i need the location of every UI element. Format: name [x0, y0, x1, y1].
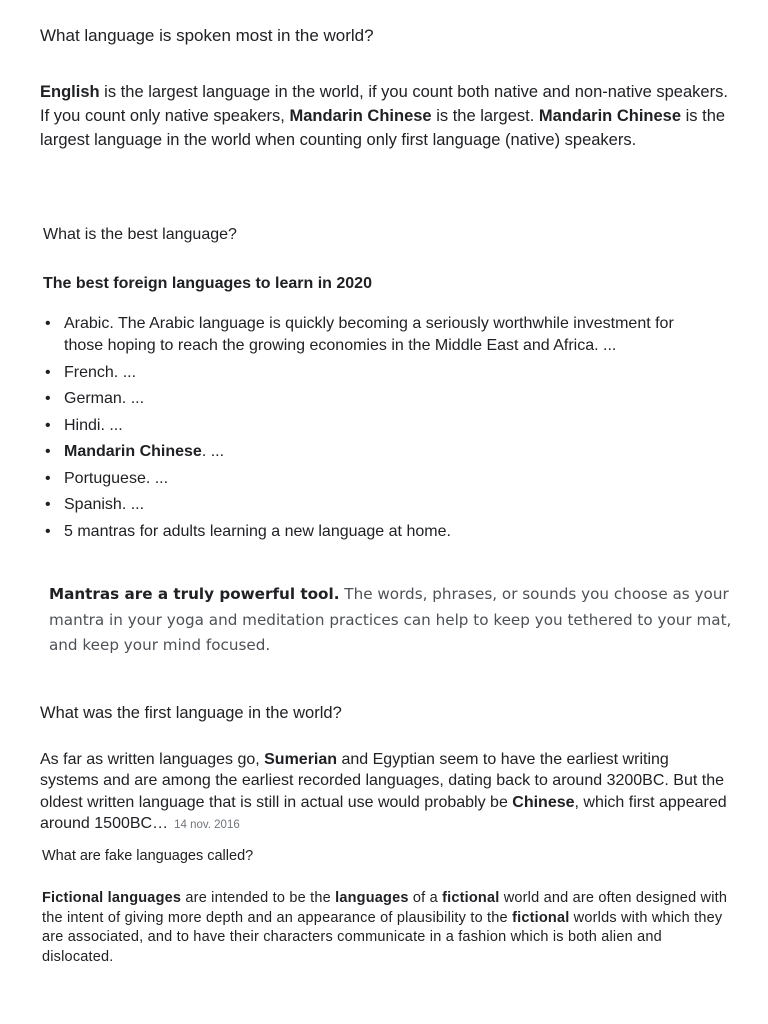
list-item: • Hindi. ...	[44, 415, 684, 437]
bold-mandarin: Mandarin Chinese	[64, 443, 202, 460]
bold-fictional-languages: Fictional languages	[42, 890, 182, 906]
mantra-text: The words, phrases, or sounds you choose as your mantra in your yoga and meditation practices can help to keep you tethered to your mat, and keep your mind focused.	[49, 585, 732, 654]
list-item: • German. ...	[44, 388, 684, 410]
list-item	[44, 441, 684, 463]
list-item-text: . ...	[201, 443, 225, 460]
bold-languages: languages	[335, 890, 409, 906]
answer-text: worlds with which they are associated, and to have their characters communicate in a fashion which is both alien and dislocated.	[42, 909, 723, 966]
mantra-paragraph	[49, 582, 739, 659]
mantra-bold: Mantras are a truly powerful tool.	[49, 585, 340, 603]
date-label: 14 nov. 2016	[174, 818, 240, 831]
answer-text: is the largest language in the world, if you count both native and non-native speakers. If you count only native speakers,	[40, 83, 728, 125]
list-item: • Arabic. The Arabic language is quickly becoming a seriously worthwhile investment for those hoping to reach the growing economies in the Middle East and Africa. ...	[44, 313, 684, 357]
bold-fictional: fictional	[442, 890, 500, 906]
list-item: • Spanish. ...	[44, 494, 684, 516]
question-best-language: What is the best language?	[43, 226, 237, 243]
answer-text: world and are often designed with the intent of giving more depth and an appearance of plausibility to the	[42, 890, 728, 926]
bold-mandarin: Mandarin Chinese	[289, 107, 432, 125]
list-item: • French. ...	[44, 362, 684, 384]
list-item: • 5 mantras for adults learning a new language at home.	[44, 521, 684, 543]
bold-english: English	[40, 83, 100, 101]
languages-list	[44, 313, 684, 547]
list-item: • Portuguese. ...	[44, 468, 684, 490]
question-most-spoken: What language is spoken most in the world?	[40, 26, 374, 45]
answer-text: and Egyptian seem to have the earliest writing systems and are among the earliest recorded languages, dating back to around 3200BC. But the oldest written language that is still in actual use would probably be	[40, 751, 724, 811]
bold-sumerian: Sumerian	[264, 751, 338, 768]
answer-fake-languages	[42, 889, 732, 968]
answer-text: is the largest.	[431, 107, 539, 125]
answer-first-language	[40, 749, 730, 836]
answer-text: of a	[408, 890, 443, 906]
bold-fictional: fictional	[512, 909, 570, 926]
answer-text: is the largest language in the world when counting only first language (native) speakers.	[40, 107, 726, 149]
answer-most-spoken	[40, 80, 730, 152]
bold-mandarin: Mandarin Chinese	[538, 107, 682, 125]
question-fake-languages: What are fake languages called?	[42, 848, 254, 864]
answer-text: , which first appeared around 1500BC…	[40, 793, 727, 832]
bold-chinese: Chinese	[512, 793, 575, 811]
question-first-language: What was the first language in the world?	[40, 704, 342, 722]
answer-text: are intended to be the	[181, 890, 336, 906]
answer-text: As far as written languages go,	[40, 751, 265, 768]
list-heading: The best foreign languages to learn in 2020	[43, 275, 372, 292]
